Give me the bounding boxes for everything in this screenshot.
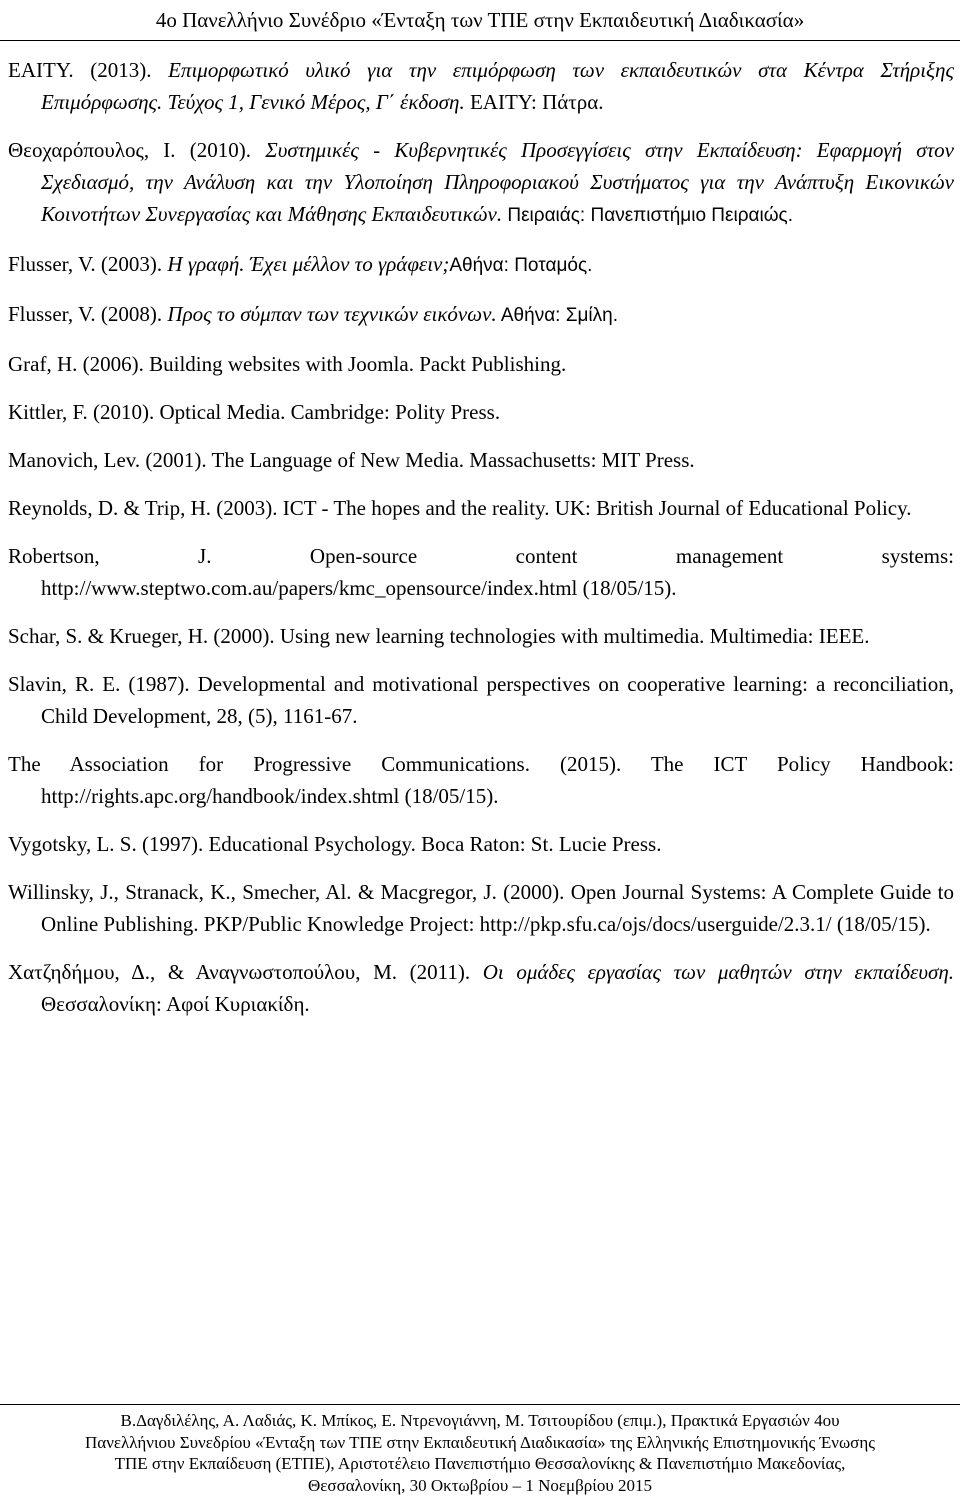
reference-text: Vygotsky, L. S. (1997). Educational Psychology. Boca Raton: St. Lucie Press.	[8, 832, 662, 856]
reference-text: The Association for Progressive Communications. (2015). The ICT Policy Handbook: http://rights.apc.org/handbook/index.shtml (18/05/15).	[8, 752, 954, 808]
reference-item	[8, 956, 954, 1020]
header-divider	[0, 40, 960, 41]
reference-item	[8, 444, 954, 476]
reference-item	[8, 876, 954, 940]
reference-title: Επιμορφωτικό υλικό για την επιμόρφωση των εκπαιδευτικών στα Κέντρα Στήριξης Επιμόρφωσης. Τεύχος 1, Γενικό Μέρος, Γ΄ έκδοση.	[41, 58, 954, 114]
reference-text: Slavin, R. E. (1987). Developmental and motivational perspectives on cooperative learning: a reconciliation, Child Development, 28, (5), 1161-67.	[8, 672, 954, 728]
page-header: 4ο Πανελλήνιο Συνέδριο «Ένταξη των ΤΠΕ στην Εκπαιδευτική Διαδικασία»	[155, 8, 805, 32]
reference-item	[8, 396, 954, 428]
reference-text: Willinsky, J., Stranack, K., Smecher, Al. & Macgregor, J. (2000). Open Journal Systems: A Complete Guide to Online Publishing. PKP/Public Knowledge Project: http://pkp.sfu.ca/ojs/docs/userguide/2.3.1/ (18/05/15).	[8, 880, 954, 936]
footer-line: ΤΠΕ στην Εκπαίδευση (ΕΤΠΕ), Αριστοτέλειο Πανεπιστήμιο Θεσσαλονίκης & Πανεπιστήμιο Μακεδονίας,	[114, 1454, 846, 1473]
reference-text: Kittler, F. (2010). Optical Media. Cambridge: Polity Press.	[8, 400, 501, 424]
footer-line: Β.Δαγδιλέλης, Α. Λαδιάς, Κ. Μπίκος, Ε. Ντρενογιάννη, Μ. Τσιτουρίδου (επιμ.), Πρακτικά Εργασιών 4ου	[120, 1411, 840, 1430]
reference-publisher: Θεσσαλονίκη: Αφοί Κυριακίδη.	[41, 992, 310, 1016]
reference-item	[8, 828, 954, 860]
reference-title: Συστημικές - Κυβερνητικές Προσεγγίσεις στην Εκπαίδευση: Εφαρμογή στον Σχεδιασμό, την Ανάλυση και την Υλοποίηση Πληροφοριακού Συστήματος για την Ανάπτυξη Εικονικών Κοινοτήτων Συνεργασίας και Μάθησης Εκπαιδευτικών.	[41, 138, 954, 226]
reference-text: Schar, S. & Krueger, H. (2000). Using new learning technologies with multimedia. Multimedia: IEEE.	[8, 624, 870, 648]
reference-item	[8, 248, 954, 282]
reference-text: Robertson, J. Open-source content management systems: http://www.steptwo.com.au/papers/kmc_opensource/index.html (18/05/15).	[8, 544, 954, 600]
reference-publisher: Αθήνα: Σμίλη.	[496, 305, 618, 326]
reference-title: Οι ομάδες εργασίας των μαθητών στην εκπαίδευση.	[482, 960, 954, 984]
reference-item	[8, 298, 954, 332]
reference-item	[8, 54, 954, 118]
reference-text: Graf, H. (2006). Building websites with Joomla. Packt Publishing.	[8, 352, 567, 376]
page-footer	[0, 1410, 960, 1496]
footer-divider	[0, 1404, 960, 1405]
reference-lead: ΕΑΙΤΥ. (2013).	[8, 58, 169, 82]
reference-item	[8, 668, 954, 732]
reference-item	[8, 348, 954, 380]
reference-item	[8, 748, 954, 812]
reference-item	[8, 492, 954, 524]
reference-item	[8, 134, 954, 232]
reference-publisher: ΕΑΙΤΥ: Πάτρα.	[464, 90, 604, 114]
reference-publisher: Πειραιάς: Πανεπιστήμιο Πειραιώς.	[502, 205, 793, 226]
reference-lead: Θεοχαρόπουλος, Ι. (2010).	[8, 138, 266, 162]
reference-list	[8, 54, 954, 1020]
reference-title: Η γραφή. Έχει μέλλον το γράφειν;	[167, 252, 450, 276]
reference-item	[8, 540, 954, 604]
reference-title: Προς το σύμπαν των τεχνικών εικόνων.	[167, 302, 497, 326]
footer-line: Πανελλήνιου Συνεδρίου «Ένταξη των ΤΠΕ στην Εκπαιδευτική Διαδικασία» της Ελληνικής Επιστημονικής Ένωσης	[85, 1432, 875, 1452]
reference-text: Manovich, Lev. (2001). The Language of New Media. Massachusetts: MIT Press.	[8, 448, 695, 472]
reference-lead: Flusser, V. (2008).	[8, 302, 168, 326]
reference-lead: Χατζηδήμου, Δ., & Αναγνωστοπούλου, Μ. (2011).	[8, 960, 483, 984]
reference-item	[8, 620, 954, 652]
reference-publisher: Αθήνα: Ποταμός.	[449, 255, 593, 276]
reference-text: Reynolds, D. & Trip, H. (2003). ICT - The hopes and the reality. UK: British Journal of Educational Policy.	[8, 496, 912, 520]
footer-line: Θεσσαλονίκη, 30 Οκτωβρίου – 1 Νοεμβρίου 2015	[307, 1475, 652, 1495]
reference-lead: Flusser, V. (2003).	[8, 252, 168, 276]
